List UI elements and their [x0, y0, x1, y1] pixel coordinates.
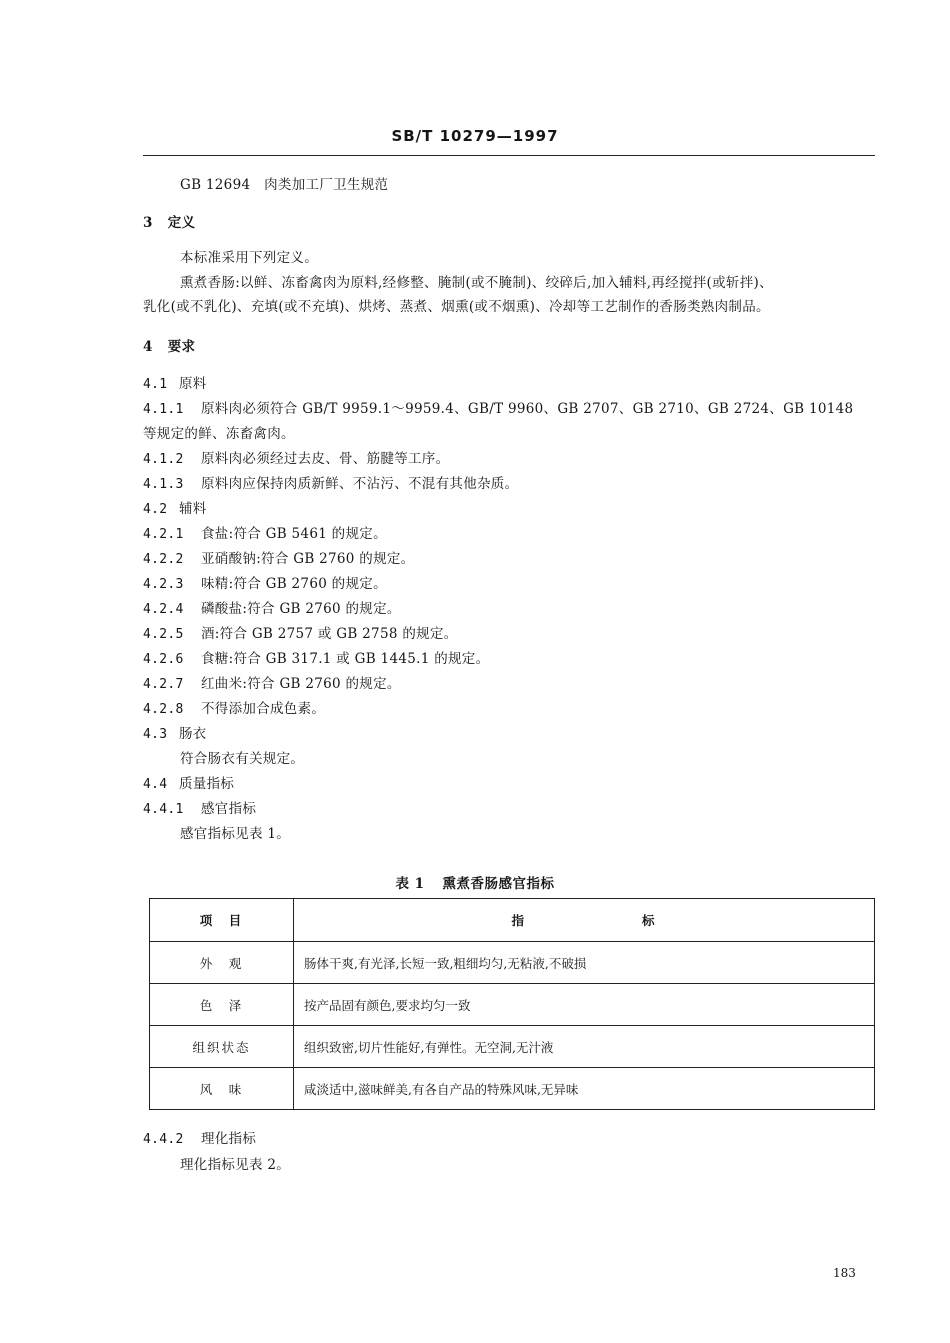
clause-number: 4.2.7: [143, 677, 184, 692]
clause-4-4-2: [143, 1130, 256, 1149]
clause-4-1-2: [143, 450, 449, 469]
clause-number: 4.1.3: [143, 477, 184, 492]
clause-4-4-1-continuation: 感官指标见表 1。: [180, 826, 291, 842]
clause-text: 理化指标: [201, 1131, 257, 1147]
reference-code: GB 12694: [180, 177, 251, 193]
clause-text: 食糖:符合 GB 317.1 或 GB 1445.1 的规定。: [201, 651, 490, 667]
row-item: 色 泽: [150, 984, 294, 1026]
clause-number: 4.2.5: [143, 627, 184, 642]
clause-4-2-7: [143, 675, 401, 694]
clause-text: 原料: [179, 376, 207, 392]
clause-number: 4.2: [143, 502, 168, 517]
header-indicator: 指 标: [294, 899, 875, 942]
clause-number: 4.2.2: [143, 552, 184, 567]
clause-text: 原料肉必须符合 GB/T 9959.1～9959.4、GB/T 9960、GB 2707、GB 2710、GB 2724、GB 10148: [201, 401, 854, 417]
standard-code-header: SB/T 10279—1997: [391, 127, 559, 145]
clause-text: 原料肉应保持肉质新鲜、不沾污、不混有其他杂质。: [201, 476, 519, 492]
clause-4-3: [143, 725, 207, 744]
clause-4-1-3: [143, 475, 518, 494]
clause-number: 4.2.6: [143, 652, 184, 667]
clause-text: 味精:符合 GB 2760 的规定。: [201, 576, 387, 592]
clause-4-1-1-continuation: 等规定的鲜、冻畜禽肉。: [143, 426, 295, 442]
reference-title: 肉类加工厂卫生规范: [264, 177, 389, 193]
table-row: [150, 942, 875, 984]
clause-text: 不得添加合成色素。: [201, 701, 326, 717]
clause-text: 红曲米:符合 GB 2760 的规定。: [201, 676, 401, 692]
section-3-number: 3: [143, 215, 153, 231]
clause-text: 原料肉必须经过去皮、骨、筋腱等工序。: [201, 451, 450, 467]
definition-line-2: 乳化(或不乳化)、充填(或不充填)、烘烤、蒸煮、烟熏(或不烟熏)、冷却等工艺制作的香肠类熟肉制品。: [143, 299, 770, 315]
table-1-title: 熏煮香肠感官指标: [442, 876, 555, 892]
clause-text: 亚硝酸钠:符合 GB 2760 的规定。: [201, 551, 415, 567]
section-4-number: 4: [143, 339, 153, 355]
clause-4-2-4: [143, 600, 401, 619]
row-item: 外 观: [150, 942, 294, 984]
clause-4-2-3: [143, 575, 387, 594]
section-4-heading: [143, 338, 195, 356]
clause-text: 磷酸盐:符合 GB 2760 的规定。: [201, 601, 401, 617]
clause-4-2-1: [143, 525, 387, 544]
clause-number: 4.4: [143, 777, 168, 792]
header-divider: [143, 155, 875, 156]
clause-4-4: [143, 775, 234, 794]
clause-4-2-5: [143, 625, 458, 644]
clause-text: 感官指标: [201, 801, 257, 817]
clause-number: 4.3: [143, 727, 168, 742]
table-header-row: [150, 899, 875, 942]
clause-4-2-2: [143, 550, 414, 569]
clause-text: 酒:符合 GB 2757 或 GB 2758 的规定。: [201, 626, 458, 642]
clause-number: 4.4.2: [143, 1132, 184, 1147]
clause-4-1-1: [143, 400, 853, 419]
sensory-indicators-table: [149, 898, 875, 1110]
row-item: 风 味: [150, 1068, 294, 1110]
table-row: [150, 1026, 875, 1068]
section-3-heading: [143, 214, 195, 232]
row-indicator: 组织致密,切片性能好,有弹性。无空洞,无汁液: [294, 1026, 875, 1068]
definition-line-1: 熏煮香肠:以鲜、冻畜禽肉为原料,经修整、腌制(或不腌制)、绞碎后,加入辅料,再经搅拌(或斩拌)、: [180, 275, 773, 291]
row-item: 组织状态: [150, 1026, 294, 1068]
table-1-label: 表 1: [395, 876, 425, 892]
clause-4-4-1: [143, 800, 256, 819]
table-row: [150, 984, 875, 1026]
clause-4-4-2-continuation: 理化指标见表 2。: [180, 1157, 291, 1173]
clause-number: 4.2.4: [143, 602, 184, 617]
reference-standard: [180, 176, 388, 194]
clause-4-2-8: [143, 700, 325, 719]
table-row: [150, 1068, 875, 1110]
clause-number: 4.1.1: [143, 402, 184, 417]
table-1-caption: [0, 872, 950, 892]
row-indicator: 肠体干爽,有光泽,长短一致,粗细均匀,无粘液,不破损: [294, 942, 875, 984]
clause-4-3-continuation: 符合肠衣有关规定。: [180, 751, 305, 767]
clause-text: 食盐:符合 GB 5461 的规定。: [201, 526, 387, 542]
clause-4-1: [143, 375, 207, 394]
row-indicator: 咸淡适中,滋味鲜美,有各自产品的特殊风味,无异味: [294, 1068, 875, 1110]
clause-4-2: [143, 500, 207, 519]
clause-text: 肠衣: [179, 726, 207, 742]
clause-number: 4.2.3: [143, 577, 184, 592]
section-4-title: 要求: [167, 339, 196, 355]
row-indicator: 按产品固有颜色,要求均匀一致: [294, 984, 875, 1026]
clause-number: 4.1: [143, 377, 168, 392]
clause-number: 4.2.1: [143, 527, 184, 542]
clause-4-2-6: [143, 650, 489, 669]
clause-text: 质量指标: [179, 776, 235, 792]
section-3-title: 定义: [167, 215, 196, 231]
clause-number: 4.1.2: [143, 452, 184, 467]
header-item: 项 目: [150, 899, 294, 942]
page-number: 183: [833, 1266, 856, 1280]
clause-number: 4.2.8: [143, 702, 184, 717]
clause-number: 4.4.1: [143, 802, 184, 817]
clause-text: 辅料: [179, 501, 207, 517]
section-3-intro: 本标准采用下列定义。: [180, 250, 318, 266]
